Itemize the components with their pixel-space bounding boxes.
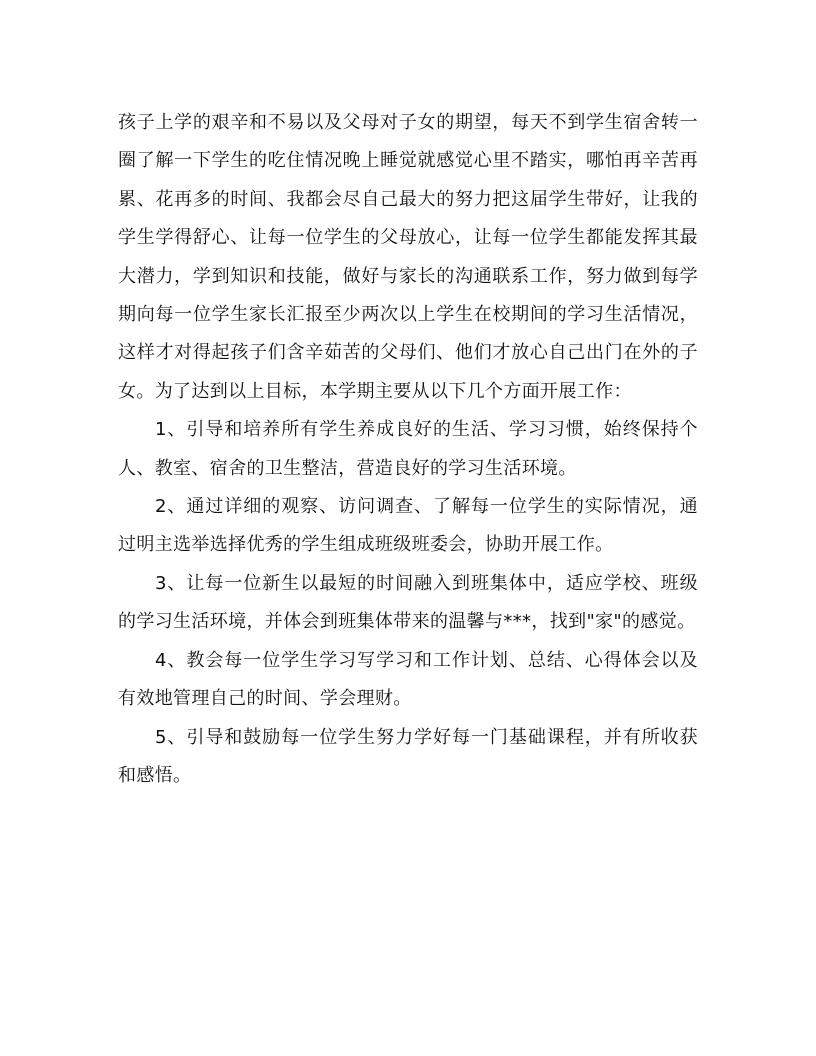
document-body <box>118 104 698 795</box>
paragraph-item-4: 4、教会每一位学生学习写学习和工作计划、总结、心得体会以及有效地管理自己的时间、学会理财。 <box>118 649 698 710</box>
paragraph-item-3: 3、让每一位新生以最短的时间融入到班集体中，适应学校、班级的学习生活环境，并体会到班集体带来的温馨与***，找到"家"的感觉。 <box>118 572 698 633</box>
paragraph-item-1: 1、引导和培养所有学生养成良好的生活、学习习惯，始终保持个人、教室、宿舍的卫生整洁，营造良好的学习生活环境。 <box>118 419 698 479</box>
paragraph-intro-continuation: 孩子上学的艰辛和不易以及父母对子女的期望，每天不到学生宿舍转一圈了解一下学生的吃住情况晚上睡觉就感觉心里不踏实，哪怕再辛苦再累、花再多的时间、我都会尽自己最大的努力把这届学生带好，让我的学生学得舒心、让每一位学生的父母放心，让每一位学生都能发挥其最大潜力，学到知识和技能，做好与家长的沟通联系工作，努力做到每学期向每一位学生家长汇报至少两次以上学生在校期间的学习生活情况，这样才对得起孩子们含辛茹苦的父母们、他们才放心自己出门在外的子女。为了达到以上目标，本学期主要从以下几个方面开展工作： <box>118 112 698 402</box>
paragraph-item-2: 2、通过详细的观察、访问调查、了解每一位学生的实际情况，通过明主选举选择优秀的学生组成班级班委会，协助开展工作。 <box>118 496 698 556</box>
paragraph-item-5: 5、引导和鼓励每一位学生努力学好每一门基础课程，并有所收获和感悟。 <box>118 726 698 786</box>
